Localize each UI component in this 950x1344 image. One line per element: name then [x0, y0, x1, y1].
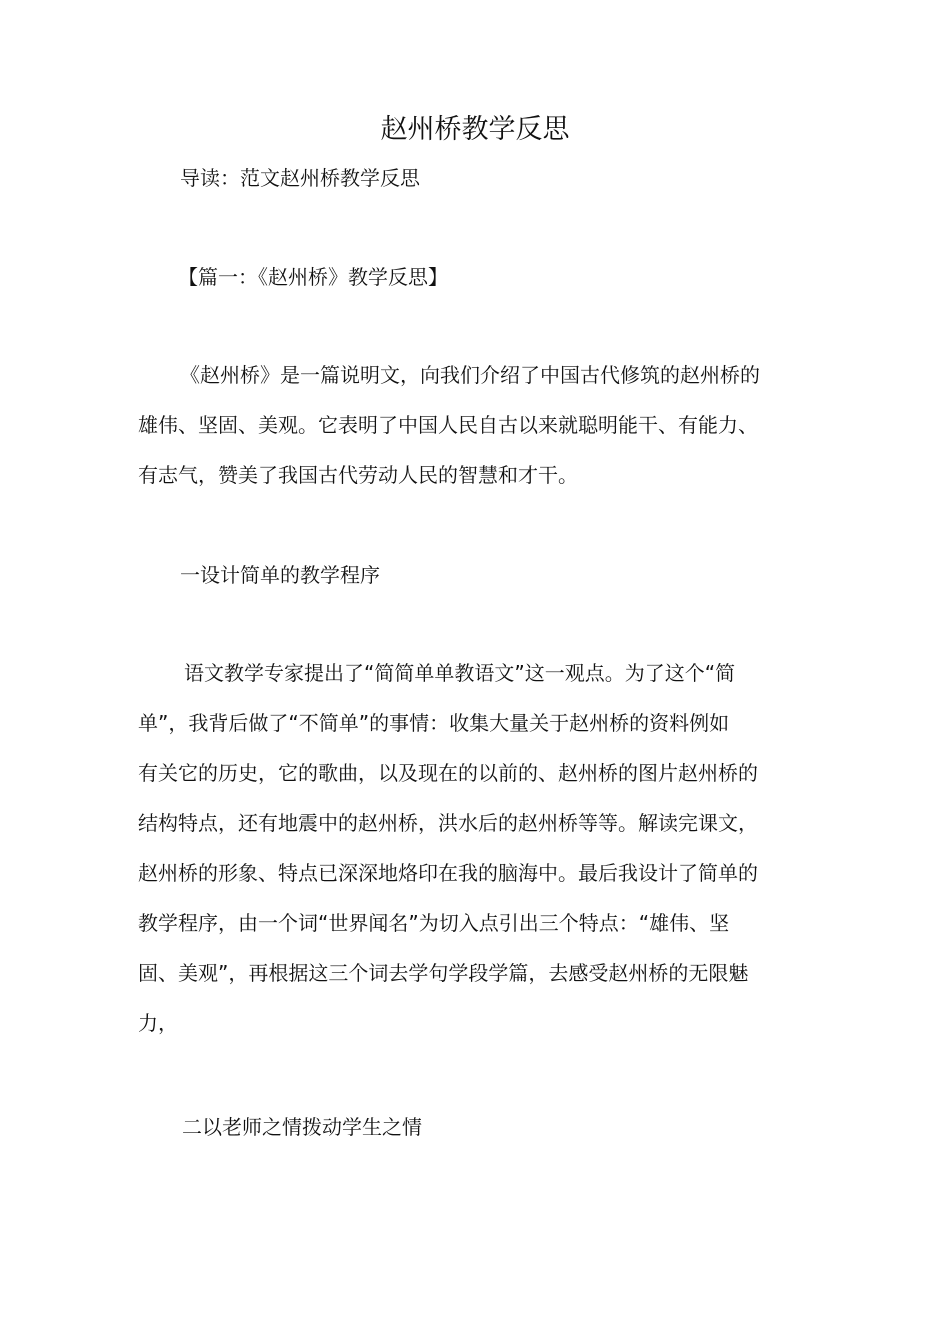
paragraph-2-line: 单”，我背后做了“不简单”的事情：收集大量关于赵州桥的资料例如 — [138, 711, 730, 735]
paragraph-1-line: 有志气，赞美了我国古代劳动人民的智慧和才干。 — [138, 463, 578, 487]
document-title: 赵州桥教学反思 — [380, 114, 570, 145]
paragraph-1-line: 《赵州桥》是一篇说明文，向我们介绍了中国古代修筑的赵州桥的 — [180, 363, 760, 387]
paragraph-2-line: 力， — [138, 1011, 178, 1035]
paragraph-1-line: 雄伟、坚固、美观。它表明了中国人民自古以来就聪明能干、有能力、 — [138, 413, 758, 437]
intro-line: 导读：范文赵州桥教学反思 — [180, 166, 420, 190]
paragraph-2-line: 语文教学专家提出了“简简单单教语文”这一观点。为了这个“简 — [184, 661, 736, 685]
paragraph-2-line: 有关它的历史，它的歌曲，以及现在的以前的、赵州桥的图片赵州桥的 — [138, 761, 758, 785]
heading-1: 一设计简单的教学程序 — [180, 563, 380, 587]
paragraph-2-line: 教学程序，由一个词“世界闻名”为切入点引出三个特点：“雄伟、坚 — [138, 911, 730, 935]
heading-2: 二以老师之情拨动学生之情 — [182, 1115, 422, 1139]
paragraph-1 — [138, 350, 820, 500]
paragraph-2-line: 赵州桥的形象、特点已深深地烙印在我的脑海中。最后我设计了简单的 — [138, 861, 758, 885]
paragraph-2-line: 固、美观”，再根据这三个词去学句学段学篇，去感受赵州桥的无限魅 — [138, 961, 749, 985]
paragraph-2-line: 结构特点，还有地震中的赵州桥，洪水后的赵州桥等等。解读完课文， — [138, 811, 758, 835]
section-heading: 【篇一：《赵州桥》教学反思】 — [178, 265, 448, 289]
paragraph-2 — [138, 648, 820, 1048]
